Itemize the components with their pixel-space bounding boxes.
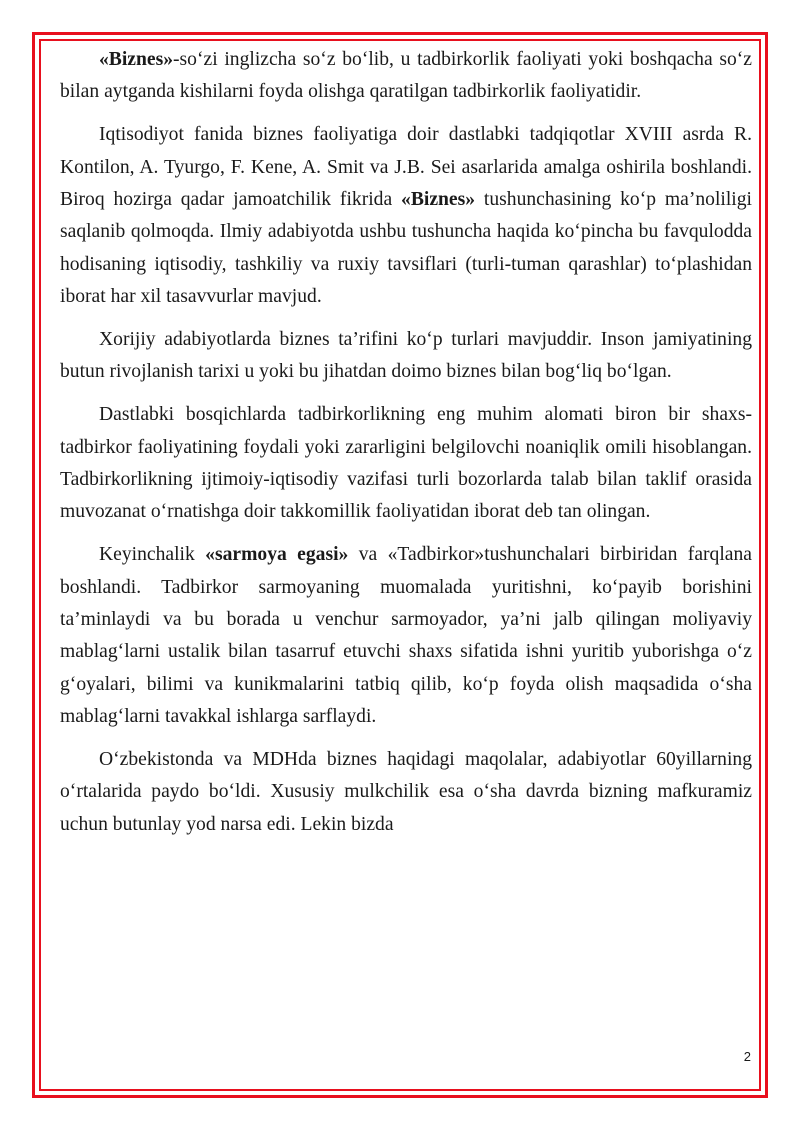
paragraph-text: Iqtisodiyot fanida biznes faoliyatiga doir dastlabki tadqiqotlar XVIII asrda R. Kontilon, A. Tyurgo, F. Kene, A. Smit va J.B. Sei asarlarida amalga oshirila boshlandi. Biroq hozirga qadar jamoatchilik fikrida [60, 124, 752, 210]
paragraph-4 [60, 399, 752, 528]
paragraph-3 [60, 324, 752, 389]
paragraph-text: Dastlabki bosqichlarda tadbirkorlikning eng muhim alomati biron bir shaxs-tadbirkor faoliyatining foydali yoki zararligini belgilovchi noaniqlik omili hisoblangan. Tadbirkorlikning ijtimoiy-iqtisodiy vazifasi turli bozorlarda talab bilan taklif orasida muvozanat o‘rnatishga doir takkomillik faoliyatidan iborat deb tan olingan. [60, 404, 752, 523]
bold-term: «Biznes» [99, 49, 174, 70]
paragraph-text: Xorijiy adabiyotlarda biznes ta’rifini ko‘p turlari mavjuddir. Inson jamiyatining butun rivojlanish tarixi u yoki bu jihatdan doimo biznes bilan bog‘liq bo‘lgan. [60, 328, 752, 383]
paragraph-text: tushunchasining ko‘p ma’noliligi saqlanib qolmoqda. Ilmiy adabiyotda ushbu tushuncha haqida ko‘pincha bu favqulodda hodisaning iqtisodiy, tashkiliy va ruxiy tavsiflari (turli-tuman qarashlar) to‘plashidan iborat har xil tasavvurlar mavjud. [60, 188, 752, 307]
page-number: 2 [743, 1049, 751, 1064]
document-body [60, 44, 752, 852]
paragraph-2 [60, 119, 752, 313]
paragraph-5 [60, 539, 752, 733]
paragraph-text: O‘zbekistonda va MDHda biznes haqidagi maqolalar, adabiyotlar 60yillarning o‘rtalarida paydo bo‘ldi. Xususiy mulkchilik esa o‘sha davrda bizning mafkuramiz uchun butunlay yod narsa edi. Lekin bizda [60, 748, 752, 835]
paragraph-1 [60, 44, 752, 109]
bold-term: «Biznes» [401, 188, 476, 210]
paragraph-text: -so‘zi inglizcha so‘z bo‘lib, u tadbirkorlik faoliyati yoki boshqacha so‘z bilan aytganda kishilarni foyda olishga qaratilgan tadbirkorlik faoliyatidir. [60, 49, 752, 103]
bold-term: «sarmoya egasi» [205, 544, 349, 566]
paragraph-text: va «Tadbirkor»tushunchalari birbiridan farqlana boshlandi. Tadbirkor sarmoyaning muomalada yuritishni, ko‘payib borishini ta’minlaydi va bu borada u venchur sarmoyador, ya’ni jalb qilingan moliyaviy mablag‘larni ustalik bilan tasarruf etuvchi shaxs sifatida ishni yuritib yuborishga o‘z g‘oyalari, bilimi va kunikmalarini tatbiq qilib, ko‘p foyda olish maqsadida o‘sha mablag‘larni tavakkal ishlarga sarflaydi. [60, 544, 752, 727]
paragraph-6 [60, 744, 752, 841]
paragraph-text: Keyinchalik [99, 544, 206, 566]
